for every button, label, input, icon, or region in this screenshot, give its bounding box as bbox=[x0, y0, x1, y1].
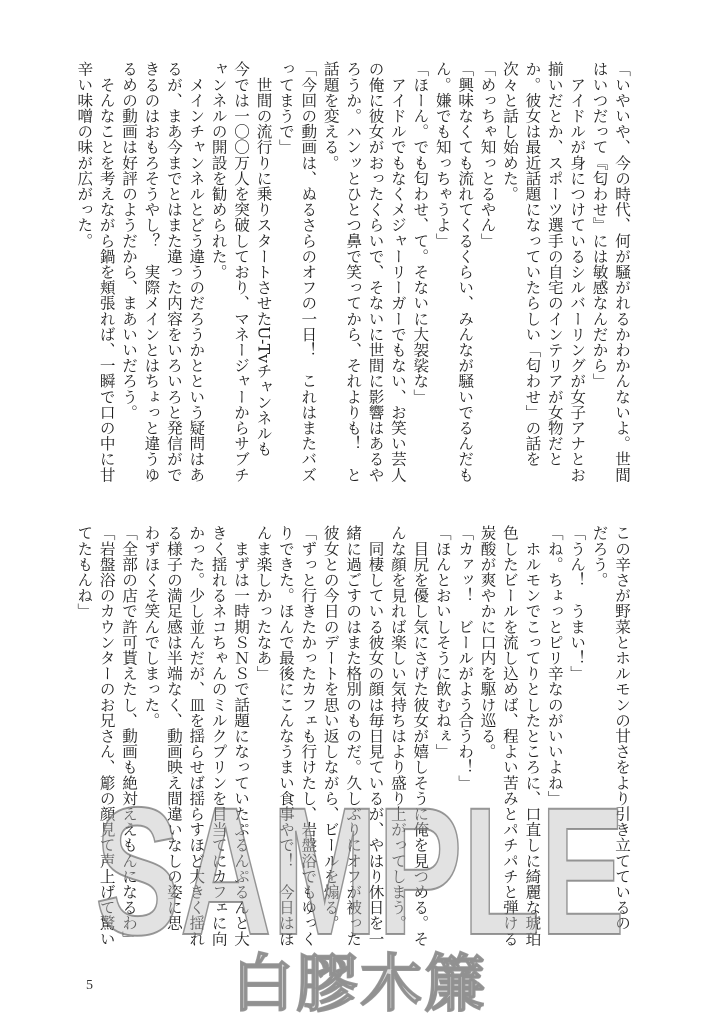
text-line: りできた。ほんで最後にこんなうまい食事やで！ 今日はほ bbox=[276, 525, 295, 947]
text-line: 彼女との今日のデートを思い返しながら、ビールを煽る。 bbox=[321, 525, 340, 931]
text-line: 「今回の動画は、ぬるさらのオフの一日！ これはまたバズ bbox=[299, 61, 318, 483]
text-line: はいつだって『匂わせ』には敏感なんだから」 bbox=[590, 61, 609, 389]
text-line: そんなことを考えながら鍋を頬張れば、一瞬で口の中に甘 bbox=[97, 61, 116, 483]
text-line: 「興味なくても流れてくるくらい、みんなが騒いでるんだも bbox=[456, 61, 475, 483]
upper-text-column bbox=[73, 61, 633, 501]
text-line: かった。少し並んだが、皿を揺らせば揺らすほど大きく揺れ bbox=[187, 525, 206, 947]
text-line: 辛い味噌の味が広がった。 bbox=[75, 61, 94, 249]
text-line: この辛さが野菜とホルモンの甘さをより引き立てているの bbox=[613, 525, 631, 931]
text-line: 今では一〇〇万人を突破しており、マネージャーからサブチ bbox=[232, 61, 251, 483]
text-line: 「うん！ うまい！」 bbox=[568, 525, 587, 681]
text-line: ろうか。ハンッとひとつ鼻で笑ってから、それよりも！ と bbox=[344, 61, 363, 483]
page-number: 5 bbox=[86, 978, 93, 993]
text-line: 揃いだとか、スポーツ選手の自宅のインテリアが女物だと bbox=[545, 61, 564, 467]
text-line: る様子の満足感は半端なく、動画映え間違いなしの姿に思 bbox=[164, 525, 183, 931]
text-line: の俺に彼女がおったくらいで、そないに世間に影響はあるや bbox=[366, 61, 385, 483]
text-line: るが、まあ今までとはまた違った内容をいろいろと発信がで bbox=[164, 61, 183, 483]
text-line: 「岩盤浴のカウンターのお兄さん、簓の顔見て声上げて驚い bbox=[97, 525, 116, 947]
text-line: 「ずっと行きたかったカフェも行けたし、岩盤浴でもゆっく bbox=[299, 525, 318, 947]
text-line: 「ほんとおいしそうに飲むねぇ」 bbox=[433, 525, 452, 759]
text-line: まずは一時期ＳＮＳで話題になっていたぷるんぷるんと大 bbox=[232, 525, 251, 947]
text-line: 同棲している彼女の顔は毎日見ているが、やはり休日を一 bbox=[366, 525, 385, 947]
text-line: きく揺れるネコちゃんのミルクプリンを目当てにカフェに向 bbox=[209, 525, 228, 947]
lower-text-column bbox=[73, 525, 633, 965]
text-line: アイドルが身につけているシルバーリングが女子アナとお bbox=[568, 61, 587, 483]
text-line: んま楽しかったなあ」 bbox=[254, 525, 273, 681]
text-line: アイドルでもなくメジャーリーガーでもない、お笑い芸人 bbox=[388, 61, 407, 483]
text-line: か。彼女は最近話題になっていたらしい「匂わせ」の話を bbox=[523, 61, 542, 467]
text-line: 目尻を優し気にさげた彼女が嬉しそうに俺を見つめる。そ bbox=[411, 525, 430, 947]
text-line: 「いやいや、今の時代、何が騒がれるかわかんないよ。世間 bbox=[613, 61, 631, 483]
text-line: 緒に過ごすのはまた格別のものだ。久しぶりにオフが被った bbox=[344, 525, 363, 947]
text-line: 「ほーん。でも匂わせ、て。そないに大袈裟な」 bbox=[411, 61, 430, 405]
text-line: 炭酸が爽やかに口内を駆け巡る。 bbox=[478, 525, 497, 759]
text-line: ホルモンでこってりとしたところに、口直しに綺麗な琥珀 bbox=[523, 525, 542, 947]
text-line: 話題を変える。 bbox=[321, 61, 340, 171]
text-line: 世間の流行りに乗りスタートさせたU-Tvチャンネルも bbox=[254, 61, 273, 457]
sample-watermark-text: SAMPLE bbox=[95, 769, 625, 973]
text-line: メインチャンネルとどう違うのだろうかとという疑問はあ bbox=[187, 61, 206, 483]
text-line: るめの動画は好評のようだから、まあいいだろう。 bbox=[120, 61, 139, 420]
text-line: てたもんね」 bbox=[75, 525, 94, 619]
text-line: 「ね。ちょっとピリ辛なのがいいよね」 bbox=[545, 525, 564, 806]
text-line: 「めっちゃ知っとるやん」 bbox=[478, 61, 497, 249]
text-line: 色したビールを流し込めば、程よい苦みとパチパチと弾ける bbox=[500, 525, 519, 947]
text-line: 次々と話し始めた。 bbox=[500, 61, 519, 202]
text-line: ん。嫌でも知っちゃうよ」 bbox=[433, 61, 452, 249]
text-line: わずほくそ笑んでしまった。 bbox=[142, 525, 161, 728]
text-line: ャンネルの開設を勧められた。 bbox=[209, 61, 228, 280]
author-watermark: 白膠木簾 bbox=[232, 947, 489, 1020]
text-line: んな顔を見れば楽しい気持ちはより盛り上がってしまう。 bbox=[388, 525, 407, 931]
text-line: 「全部の店で許可貰えたし、動画も絶対ええもんになるわ」 bbox=[120, 525, 139, 947]
text-line: だろう。 bbox=[590, 525, 609, 588]
text-line: ってまうで」 bbox=[276, 61, 295, 155]
text-line: きるのはおもろそうやし？ 実際メインとはちょっと違うゆ bbox=[142, 61, 161, 483]
text-line: 「カァッ！ ビールがよう合うわ！」 bbox=[456, 525, 475, 791]
